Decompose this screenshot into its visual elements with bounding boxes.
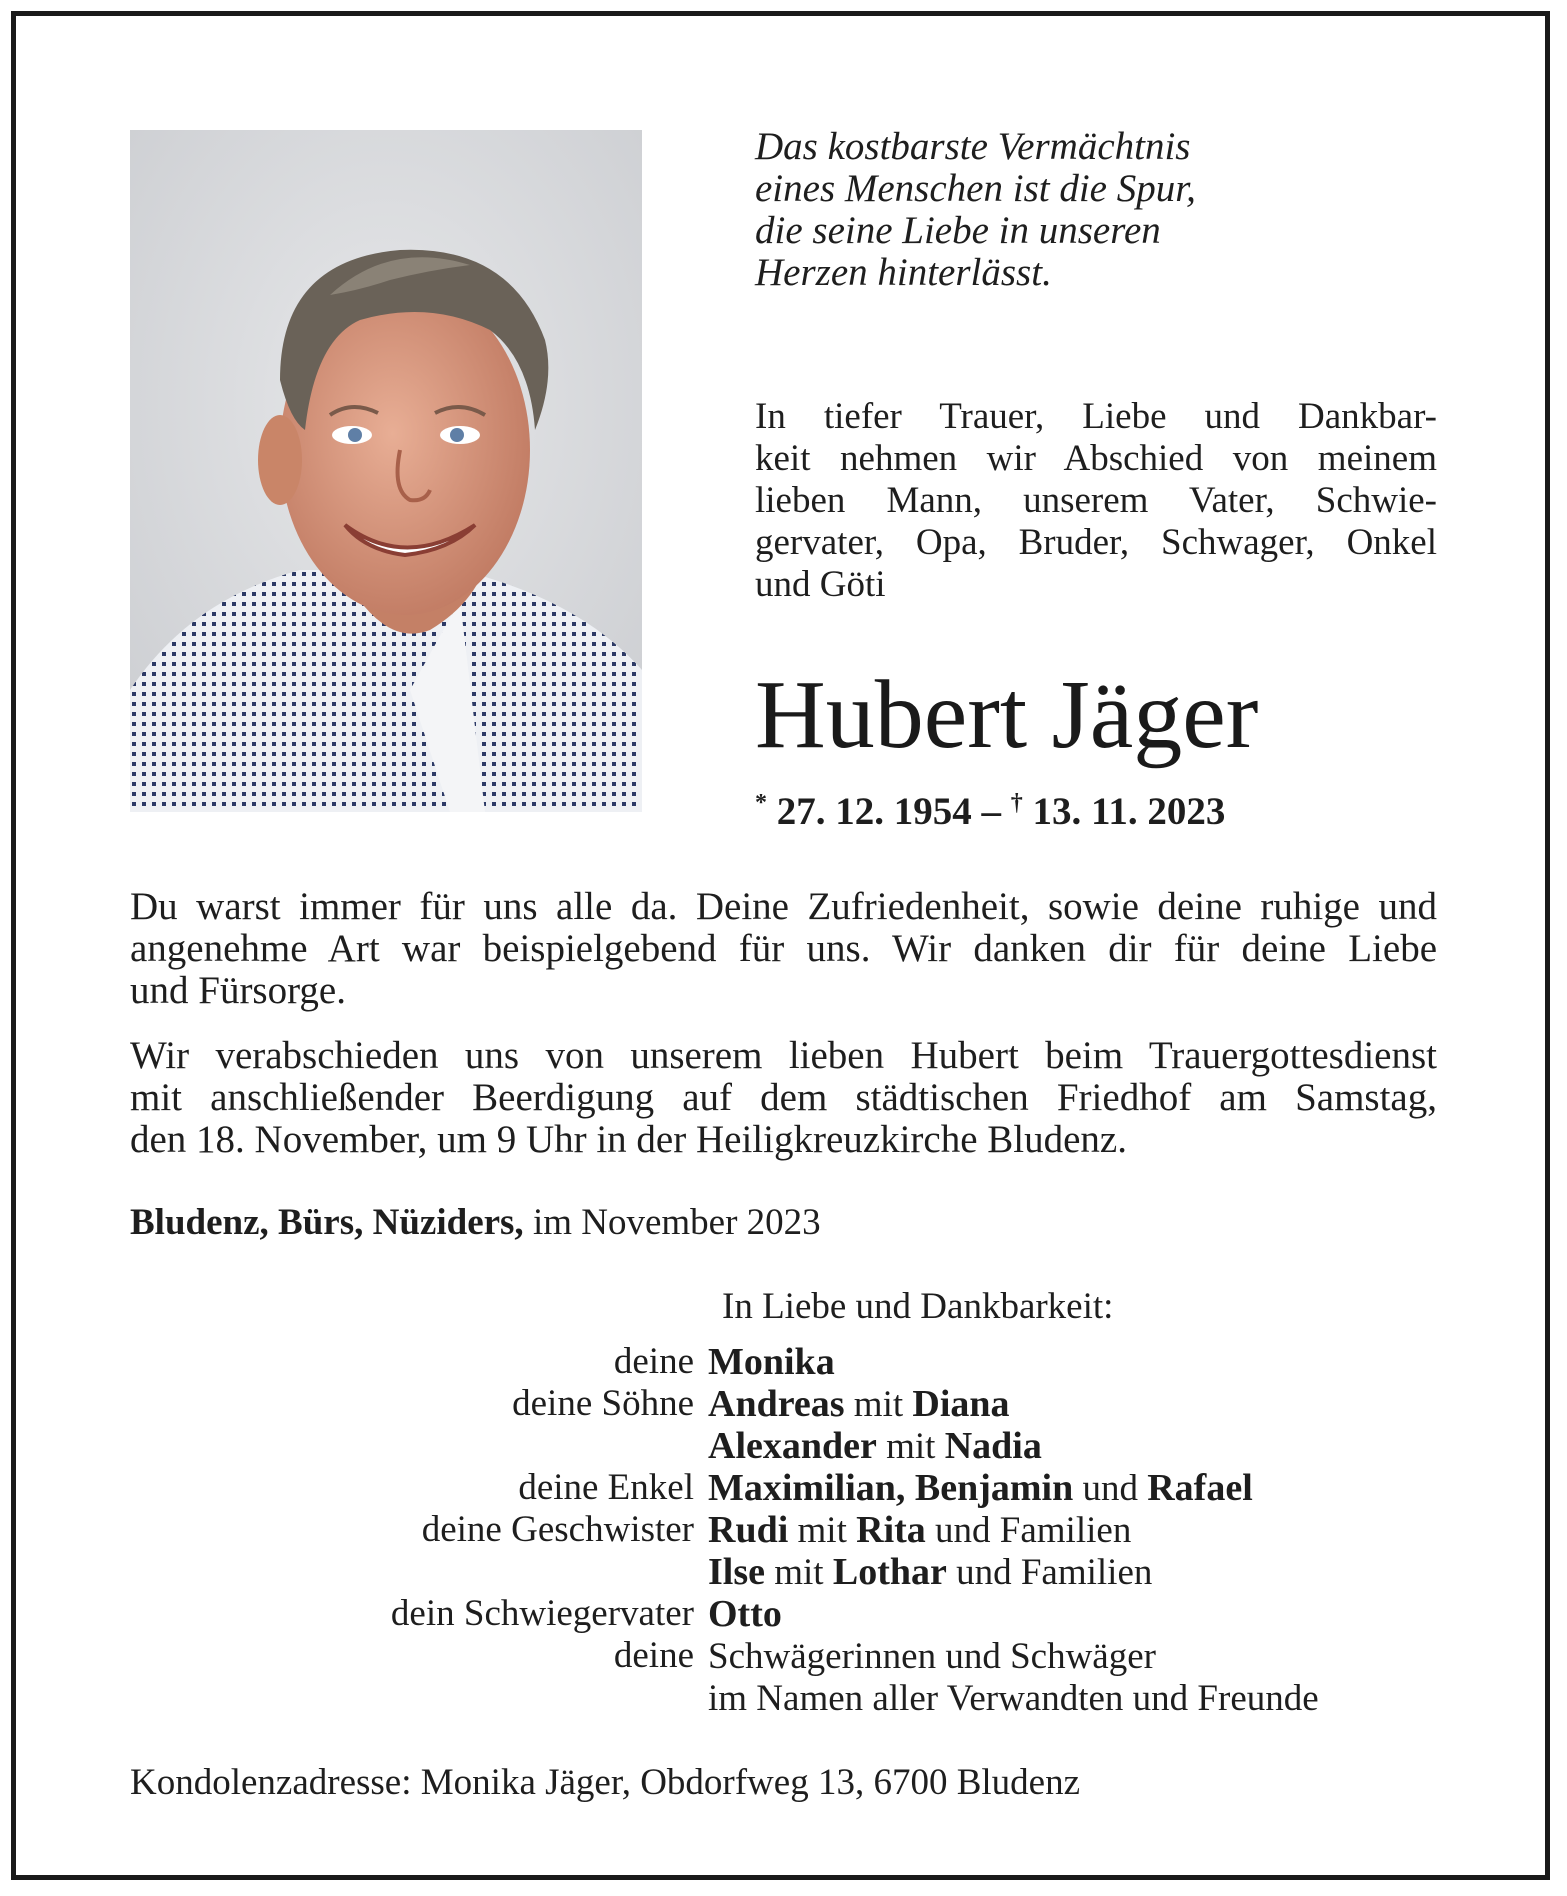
paragraph-line: den 18. November, um 9 Uhr in der Heiligkreuzkirche Bludenz. — [130, 1118, 1127, 1161]
mourner-name: Monika — [708, 1341, 835, 1383]
quote-line: Herzen hinterlässt. — [755, 251, 1052, 294]
quote-line: Das kostbarste Vermächtnis — [755, 125, 1191, 168]
mourner-row — [130, 1383, 1437, 1425]
mourner-relation — [130, 1425, 708, 1467]
mourner-row — [130, 1677, 1437, 1719]
mourner-relation: deine Söhne — [512, 1383, 694, 1424]
mourner-row — [130, 1467, 1437, 1509]
tribute-paragraph — [130, 886, 1437, 1012]
paragraph-line: Wir verabschieden uns von unserem lieben Hubert beim Trauergottesdienst — [130, 1034, 1437, 1077]
mourner-relation: dein Schwiegervater — [390, 1593, 694, 1634]
mourner-row — [130, 1509, 1437, 1551]
death-date: 13. 11. 2023 — [1032, 790, 1226, 833]
intro-line: gervater, Opa, Bruder, Schwager, Onkel — [755, 522, 1437, 563]
mourners-title: In Liebe und Dankbarkeit: — [722, 1286, 1114, 1327]
mourner-relation: deine — [613, 1341, 694, 1382]
mourner-names — [708, 1341, 1437, 1383]
mourner-names — [708, 1593, 1437, 1635]
mourner-name: Lothar — [832, 1551, 947, 1593]
deceased-name: Hubert Jäger — [755, 661, 1259, 769]
quote-line: eines Menschen ist die Spur, — [755, 167, 1196, 210]
mourner-name: Ilse — [708, 1551, 765, 1593]
condolence-address: Kondolenzadresse: Monika Jäger, Obdorfweg 13, 6700 Bludenz — [130, 1762, 1081, 1803]
paragraph-line: angenehme Art war beispielgebend für uns. Wir danken dir für deine Liebe — [130, 927, 1437, 970]
mourner-row — [130, 1341, 1437, 1383]
funeral-paragraph — [130, 1035, 1437, 1161]
mourner-connector: mit — [844, 1384, 913, 1425]
memorial-quote — [755, 126, 1196, 294]
paragraph-line: und Fürsorge. — [130, 969, 346, 1012]
mourner-name: Diana — [912, 1383, 1010, 1425]
places: Bludenz, Bürs, Nüziders, — [130, 1202, 524, 1243]
date-dash: – — [981, 790, 1001, 833]
death-symbol: † — [1010, 790, 1023, 816]
mourner-name: Otto — [708, 1593, 782, 1635]
paragraph-line: mit anschließender Beerdigung auf dem städtischen Friedhof am Samstag, — [130, 1076, 1437, 1119]
mourner-relation: deine Geschwister — [421, 1509, 694, 1550]
mourner-connector: mit — [876, 1426, 945, 1467]
mourner-name: Alexander — [708, 1425, 877, 1467]
mourner-names — [708, 1383, 1437, 1425]
mourner-name: Rafael — [1147, 1467, 1253, 1509]
portrait-photo — [130, 130, 642, 812]
paragraph-line: Du warst immer für uns alle da. Deine Zufriedenheit, sowie deine ruhige und — [130, 885, 1437, 928]
birth-date: 27. 12. 1954 — [776, 790, 972, 833]
place-date-line — [130, 1202, 821, 1244]
life-dates — [755, 780, 1225, 835]
mourner-relation — [130, 1551, 708, 1593]
mourner-connector: mit — [765, 1552, 833, 1593]
mourner-row — [130, 1593, 1437, 1635]
mourner-names — [708, 1551, 1437, 1593]
mourner-relation: deine Enkel — [518, 1467, 694, 1508]
mourner-connector: und Familien — [925, 1510, 1132, 1551]
mourner-relation — [130, 1677, 708, 1719]
intro-line: In tiefer Trauer, Liebe und Dankbar- — [755, 396, 1437, 437]
place-date: im November 2023 — [523, 1202, 821, 1243]
mourner-names — [708, 1467, 1437, 1509]
mourner-connector: und Familien — [946, 1552, 1153, 1593]
intro-line: und Göti — [755, 564, 886, 605]
mourner-name: Andreas — [708, 1383, 845, 1425]
mourner-row — [130, 1425, 1437, 1467]
quote-line: die seine Liebe in unseren — [755, 209, 1161, 252]
mourner-connector: Schwägerinnen und Schwäger — [708, 1636, 1156, 1677]
mourner-row — [130, 1551, 1437, 1593]
mourner-relation: deine — [613, 1635, 694, 1676]
intro-line: lieben Mann, unserem Vater, Schwie- — [755, 480, 1437, 521]
mourner-row — [130, 1635, 1437, 1677]
mourner-name: Rita — [856, 1509, 926, 1551]
mourner-connector: im Namen aller Verwandten und Freunde — [708, 1678, 1319, 1719]
birth-symbol: * — [755, 790, 767, 816]
mourner-names — [708, 1677, 1437, 1719]
mourner-names — [708, 1509, 1437, 1551]
mourner-name: Maximilian, Benjamin — [708, 1467, 1074, 1509]
mourner-names — [708, 1425, 1437, 1467]
mourners-list — [130, 1341, 1437, 1719]
mourner-name: Nadia — [944, 1425, 1042, 1467]
mourning-intro — [755, 396, 1437, 606]
mourner-connector: und — [1073, 1468, 1148, 1509]
mourner-name: Rudi — [708, 1509, 789, 1551]
mourner-connector: mit — [788, 1510, 857, 1551]
mourner-names — [708, 1635, 1437, 1677]
intro-line: keit nehmen wir Abschied von meinem — [755, 438, 1437, 479]
